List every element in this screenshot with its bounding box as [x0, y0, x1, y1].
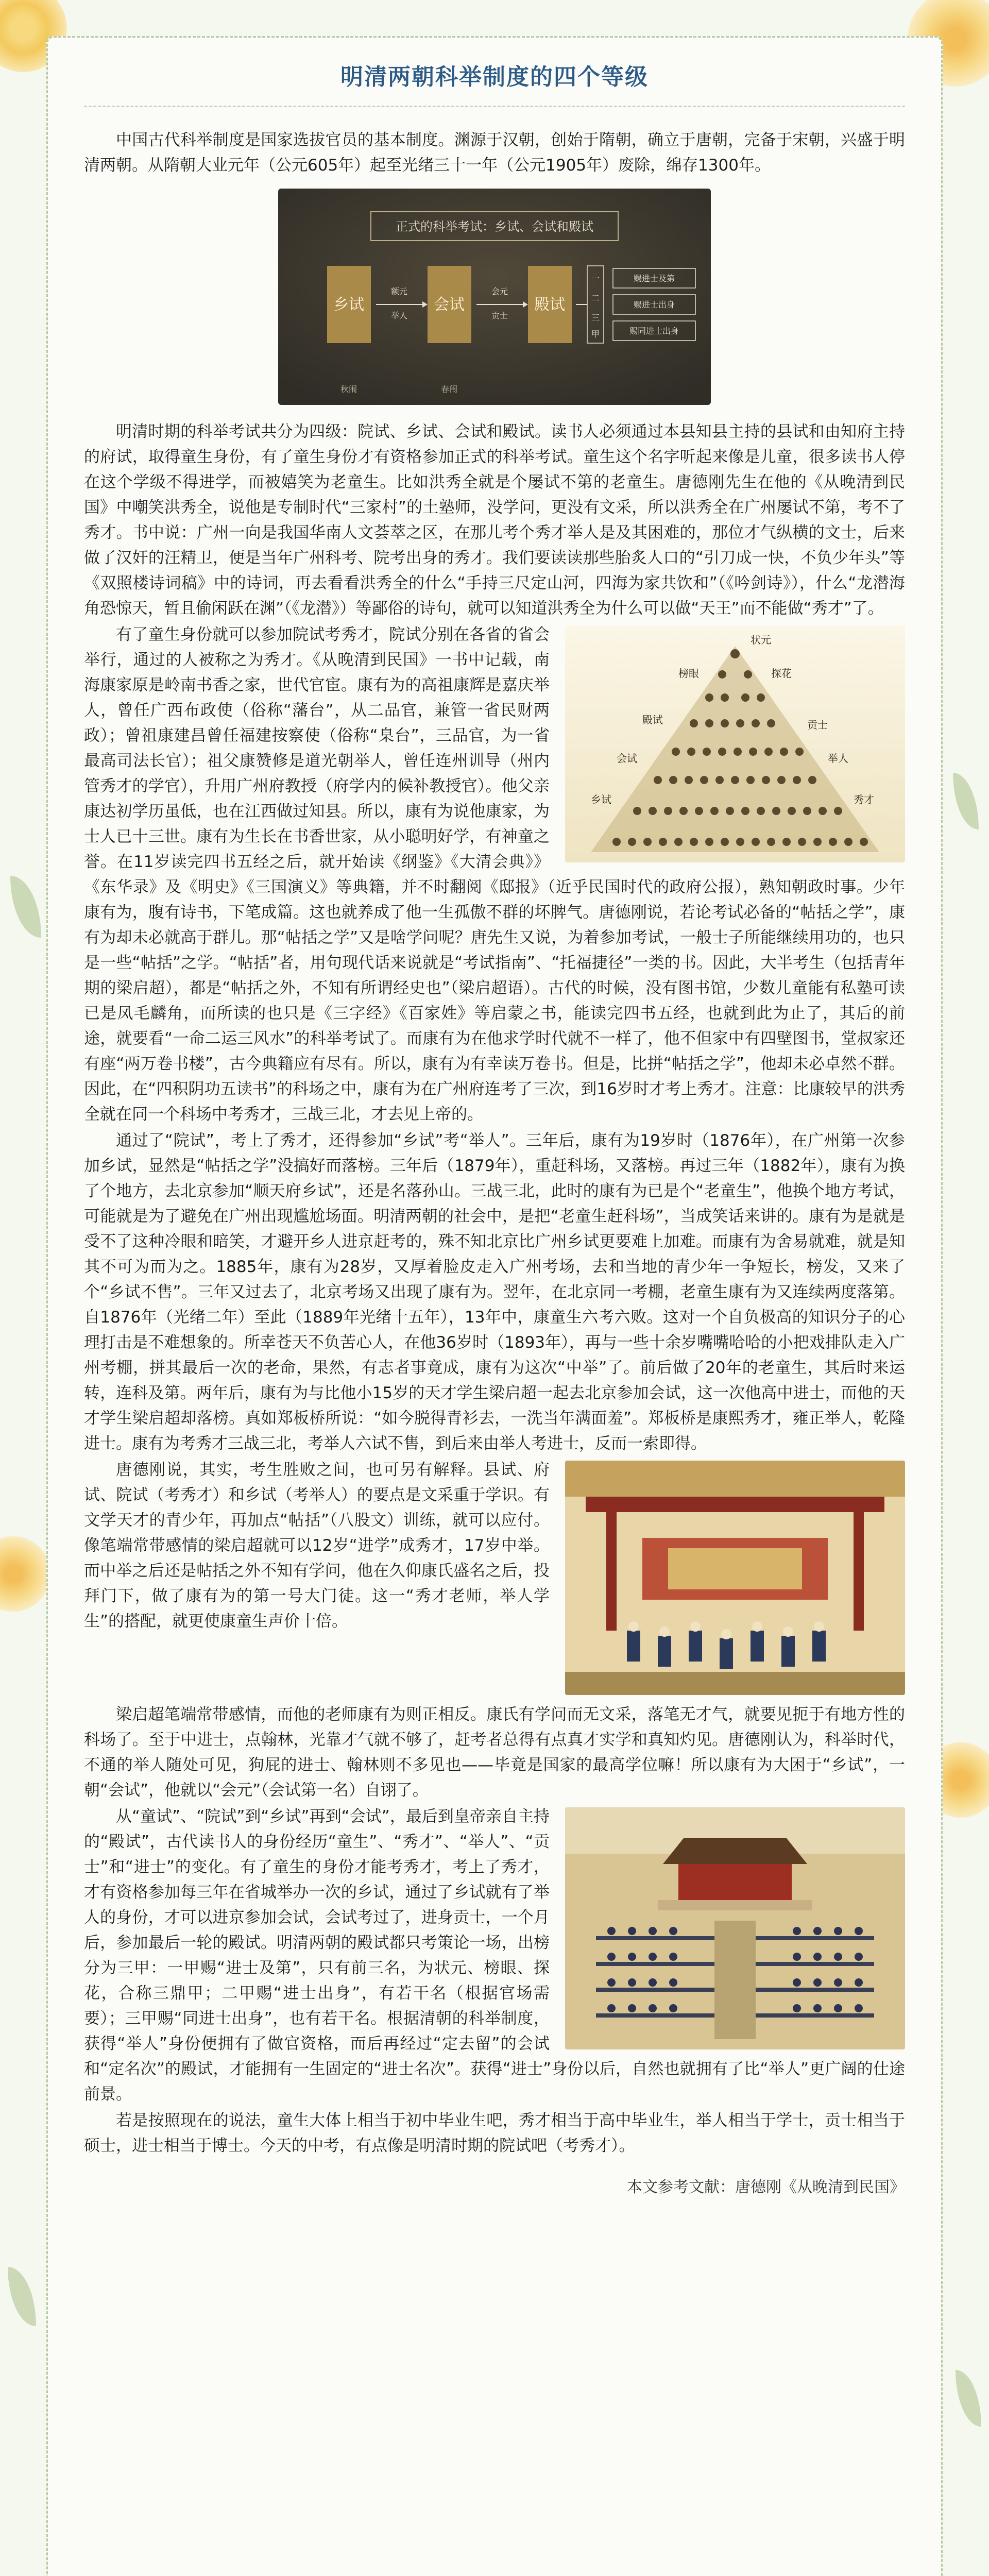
rank-huishi: 会试	[617, 752, 637, 765]
paragraph-liang-qichao: 梁启超笔端常带感情，而他的老师康有为则正相反。康氏有学问而无文采，落笔无才气，就要见扼于有地方性的科场了。至于中进士，点翰林，光靠才气就不够了，赶考者总得有点真才实学和真知灼见。唐德刚认为，科举时代，不通的举人随处可见，狗屁的进士、翰林则不多见也——毕竟是国家的最高学位嘛！所以康有为大困于“乡试”，一朝“会试”，他就以“会元”（会试第一名）自诩了。	[84, 1705, 905, 1800]
stage-dianshi: 殿试	[534, 296, 565, 314]
leaf-decoration	[953, 773, 979, 829]
season-spring: 春闱	[440, 384, 458, 394]
rank-xiangshi: 乡试	[591, 793, 611, 806]
leaf-decoration	[8, 2267, 36, 2326]
jia-3: 三	[591, 313, 600, 323]
paragraph-kang-youwei-xiucai: 有了童生身份就可以参加院试考秀才，院试分别在各省的省会举行，通过的人被称之为秀才。《从晚清到民国》一书中记载，南海康家原是岭南书香之家，世代官宦。康有为的高祖康辉是嘉庆举人，曾任广西布政使（俗称“藩台”，从二品官，兼管一省民财两政）；曾祖康建昌曾任福建按察使（俗称“臬台”，三品官，为一省最高司法长官）；祖父康赞修是道光朝举人，曾任连州训导（州内管秀才的学官），升用广州府教授（府学内的候补教授官）。他父亲康达初学历虽低，也在江西做过知县。所以，康有为说他康家，为士人已十三世。康有为生长在书香世家，从小聪明好学，有神童之誉。在11岁读完四书五经之后，就开始读《纲鉴》《大清会典》》《东华录》及《明史》《三国演义》等典籍，并不时翻阅《邸报》（近乎民国时代的政府公报），熟知朝政时事。少年康有为，腹有诗书，下笔成篇。这也就养成了他一生孤傲不群的坏脾气。唐德刚说，若论考试必备的“帖括之学”，康有为却未必就高于群儿。那“帖括之学”又是啥学问呢？唐先生又说，为着参加考试，一般士子所能继续用功的，也只是一些“帖括”之学。“帖括”者，用句现代话来说就是“考试指南”、“托福捷径”一类的书。因此，大半考生（包括青年期的梁启超），都是“帖括之外，不知有所谓经史也”（梁启超语）。古代的时候，没有图书馆，少数儿童能有私塾可读已是凤毛麟角，而所读的也只是《三字经》《百家姓》等启蒙之书，能读完四书五经，也就到此为止了，其后的前途，就要看“一命二运三风水”的科举考试了。而康有为在他求学时代就不一样了，他不但家中有四壁图书，堂叔家还有座“两万卷书楼”，古今典籍应有尽有。所以，康有为有幸读万卷书。但是，比拼“帖括之学”，他却未必卓然不群。因此，在“四积阴功五读书”的科场之中，康有为在广州府连考了三次，到16岁时才考上秀才。注意：比康较早的洪秀全就在同一个科场中考秀才，三战三北，才去见上帝的。	[84, 625, 905, 1124]
stage-xiangshi: 乡试	[333, 296, 364, 314]
jia-2: 二	[591, 293, 600, 303]
result-3: 赐同进士出身	[629, 326, 679, 336]
rank-bangyan: 榜眼	[678, 667, 699, 680]
arrow1-top-label: 额元	[390, 286, 408, 296]
leaf-decoration	[10, 876, 41, 938]
paragraph-exam-stages: 从“童试”、“院试”到“乡试”再到“会试”，最后到皇帝亲自主持的“殿试”，古代读书人的身份经历“童生”、“秀才”、“举人”、“贡士”和“进士”的变化。有了童生的身份才能考秀才，考上了秀才，才有资格参加每三年在省城举办一次的乡试，通过了乡试就有了举人的身份，才可以进京参加会试，会试考过了，进身贡士，一个月后，参加最后一轮的殿试。明清两朝的殿试都只考策论一场，出榜分为三甲：一甲赐“进士及第”，只有前三名，为状元、榜眼、探花，合称三鼎甲；二甲赐“进士出身”，有若干名（根据官场需要）；三甲赐“同进士出身”，也有若干名。根据清朝的科举制度，获得“举人”身份便拥有了做官资格，而后再经过“定去留”的会试和“定名次”的殿试，才能拥有一生固定的“进士名次”。获得“进士”身份以后，自然也就拥有了比“举人”更广阔的仕途前景。	[84, 1807, 905, 2104]
palace-exam-painting	[565, 1807, 905, 2049]
rank-gongshi: 贡士	[807, 719, 828, 731]
paragraph-xiangshi: 通过了“院试”，考上了秀才，还得参加“乡试”考“举人”。三年后，康有为19岁时（1876年），在广州第一次参加乡试，显然是“帖括之学”没搞好而落榜。三年后（1879年），重赶科场，又落榜。再过三年（1882年），康有为换了个地方，去北京参加“顺天府乡试”，还是名落孙山。三战三北，此时的康有为已是个“老童生”，他换个地方考试，可能就是为了避免在广州出现尴尬场面。明清两朝的社会中，是把“老童生赶科场”，当成笑话来讲的。康有为是就是受不了这种冷眼和暗笑，才避开乡人进京赶考的，殊不知北京比广州乡试更要难上加难。而康有为舍易就难，就是知其不可为而为之。1885年，康有为28岁，又厚着脸皮走入广州考场，去和当地的青少年一争短长，榜发，又来了个“乡试不售”。三年又过去了，北京考场又出现了康有为。翌年，在北京同一考棚，老童生康有为又连续两度落第。自1876年（光绪二年）至此（1889年光绪十五年），13年中，康童生六考六败。这对一个自负极高的知识分子的心理打击是不难想象的。所幸苍天不负苦心人，在他36岁时（1893年），再与一些十余岁嘴嘴哈哈的小把戏排队走入广州考棚，拼其最后一次的老命，果然，有志者事竟成，康有为这次“中举”了。前后做了20年的老童生，其后时来运转，连科及第。两年后，康有为与比他小15岁的天才学生梁启超一起去北京参加会试，这一次他高中进士，而他的天才学生梁启超却落榜。真如郑板桥所说：“如今脱得青衫去，一洗当年满面羞”。郑板桥是康熙秀才，雍正举人，乾隆进士。康有为考秀才三战三北，考举人六试不售，到后来由举人考进士，反而一索即得。	[84, 1131, 905, 1453]
arrow1-bottom-label: 举人	[390, 311, 408, 320]
stage-huishi: 会试	[434, 296, 465, 314]
season-autumn: 秋闱	[340, 384, 357, 394]
exam-hall-painting	[565, 1461, 905, 1695]
jia-1: 一	[591, 274, 600, 283]
arrow2-top-label: 会元	[491, 286, 508, 296]
jia-label: 甲	[591, 329, 600, 339]
rank-pyramid-figure	[565, 625, 905, 862]
result-1: 赐进士及第	[633, 274, 675, 283]
paragraph-intro: 中国古代科举制度是国家选拔官员的基本制度。渊源于汉朝，创始于隋朝，确立于唐朝，完备于宋朝，兴盛于明清两朝。从隋朝大业元年（公元605年）起至光绪三十一年（公元1905年）废除，绵存1300年。	[84, 131, 905, 175]
rank-zhuangyuan: 状元	[751, 634, 771, 646]
leaf-decoration	[956, 2370, 981, 2427]
reference-note: 本文参考文献：唐德刚《从晚清到民国》	[627, 2178, 905, 2196]
rank-tanhua: 探花	[771, 667, 792, 680]
paragraph-explanation: 唐德刚说，其实，考生胜败之间，也可另有解释。县试、府试、院试（考秀才）和乡试（考举人）的要点是文采重于学识。有文学天才的青少年，再加点“帖括”（八股文）训练，就可以应付。像笔端常带感情的梁启超就可以12岁“进学”成秀才，17岁中举。而中举之后还是帖括之外不知有学问，他在久仰康氏盛名之后，投拜门下，做了康有为的第一号大门徒。这一“秀才老师，举人学生”的搭配，就更使康童生声价十倍。	[84, 1461, 550, 1631]
arrow2-bottom-label: 贡士	[491, 311, 508, 320]
figure-heading: 正式的科举考试：乡试、会试和殿试	[396, 219, 593, 234]
rank-xiucai: 秀才	[854, 793, 874, 806]
rank-juren: 举人	[828, 752, 848, 765]
rank-dianshi: 殿试	[642, 714, 663, 726]
paragraph-modern-comparison: 若是按照现在的说法，童生大体上相当于初中毕业生吧，秀才相当于高中毕业生，举人相当于学士，贡士相当于硕士，进士相当于博士。今天的中考，有点像是明清时期的院试吧（考秀才）。	[84, 2111, 905, 2155]
flower-decoration	[0, 1535, 52, 1613]
page-title: 明清两朝科举制度的四个等级	[84, 58, 905, 107]
paragraph-four-levels: 明清时期的科举考试共分为四级：院试、乡试、会试和殿试。读书人必须通过本县知县主持的县试和由知府主持的府试，取得童生身份，有了童生身份才有资格参加正式的科举考试。童生这个名字听起来像是儿童，很多读书人停在这个学级不得进学，而被嬉笑为老童生。比如洪秀全就是个屡试不第的老童生。唐德刚先生在他的《从晚清到民国》中嘲笑洪秀全，说他是专制时代“三家村”的土塾师，没学问，更没有文采，所以洪秀全在广州屡试不第，考不了秀才。书中说：广州一向是我国华南人文荟萃之区，在那儿考个秀才举人是及其困难的，那位才气纵横的文士，后来做了汉奸的汪精卫，便是当年广州科考、院考出身的秀才。我们要读读那些胎炙人口的“引刀成一快，不负少年头”等《双照楼诗词稿》中的诗词，再去看看洪秀全的什么“手持三尺定山河，四海为家共饮和”（《吟剑诗》），什么“龙潜海角恐惊天，暂且偷闲跃在渊”（《龙潜》）等鄙俗的诗句，就可以知道洪秀全为什么可以做“天王”而不能做“秀才”了。	[84, 422, 905, 618]
article-card	[46, 36, 943, 2576]
exam-flow-figure	[278, 189, 711, 405]
result-2: 赐进士出身	[633, 300, 675, 310]
